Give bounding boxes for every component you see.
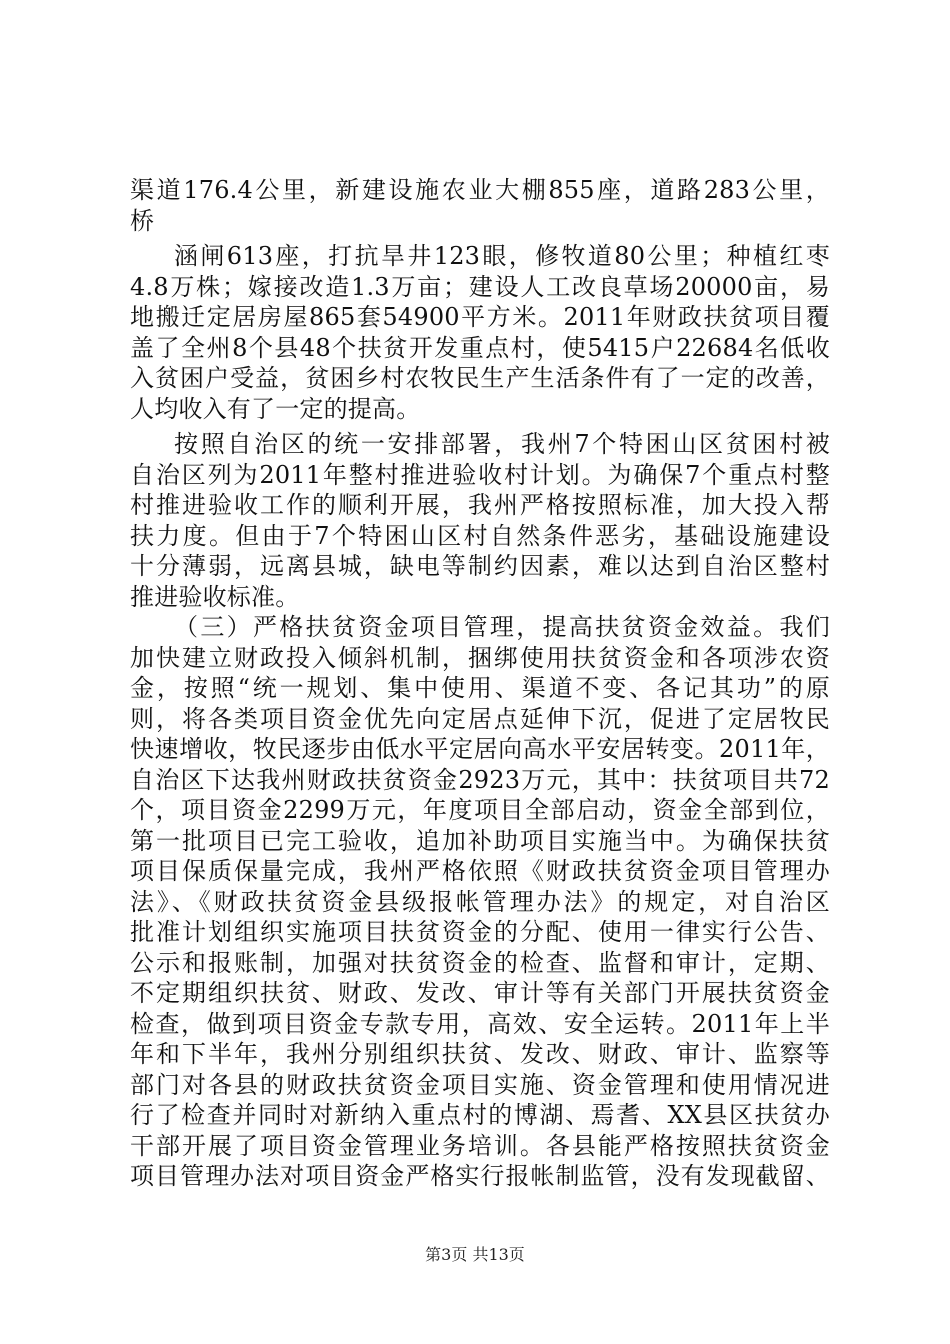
text-line: 快速增收，牧民逐步由低水平定居向高水平安居转变。2011年， <box>130 735 830 763</box>
text-line: 入贫困户受益，贫困乡村农牧民生产生活条件有了一定的改善， <box>130 364 830 392</box>
text-line: 项目管理办法对项目资金严格实行报帐制监管，没有发现截留、 <box>130 1162 830 1190</box>
text-line: 盖了全州8个县48个扶贫开发重点村，使5415户22684名低收 <box>130 333 830 362</box>
text-line: 地搬迁定居房屋865套54900平方米。2011年财政扶贫项目覆 <box>130 303 830 331</box>
text-line: 加快建立财政投入倾斜机制，捆绑使用扶贫资金和各项涉农资 <box>130 643 830 672</box>
text-line: 村推进验收工作的顺利开展，我州严格按照标准，加大投入帮 <box>130 491 830 519</box>
text-line: 金，按照“统一规划、集中使用、渠道不变、各记其功”的原 <box>130 674 830 702</box>
text-line: 年和下半年，我州分别组织扶贫、发改、财政、审计、监察等 <box>130 1040 830 1068</box>
text-line: 不定期组织扶贫、财政、发改、审计等有关部门开展扶贫资金 <box>130 979 830 1007</box>
text-line: 按照自治区的统一安排部署，我州7个特困山区贫困村被 <box>174 430 830 458</box>
text-line: 批准计划组织实施项目扶贫资金的分配、使用一律实行公告、 <box>130 918 830 946</box>
text-line: 自治区下达我州财政扶贫资金2923万元，其中：扶贫项目共72 <box>130 765 830 794</box>
page-footer <box>0 1242 950 1265</box>
text-line: 第一批项目已完工验收，追加补助项目实施当中。为确保扶贫 <box>130 826 830 855</box>
text-line: 扶力度。但由于7个特困山区村自然条件恶劣，基础设施建设 <box>130 521 830 550</box>
text-line: 涵闸613座，打抗旱井123眼，修牧道80公里；种植红枣 <box>174 242 830 270</box>
text-line: 检查，做到项目资金专款专用，高效、安全运转。2011年上半 <box>130 1009 830 1038</box>
text-line: 则，将各类项目资金优先向定居点延伸下沉，促进了定居牧民 <box>130 704 830 733</box>
text-line: 干部开展了项目资金管理业务培训。各县能严格按照扶贫资金 <box>130 1131 830 1160</box>
text-line: 个，项目资金2299万元，年度项目全部启动，资金全部到位， <box>130 796 830 824</box>
text-line: 渠道176.4公里，新建设施农业大棚855座，道路283公里， <box>130 176 830 204</box>
text-line: 桥 <box>130 206 155 235</box>
text-line: 推进验收标准。 <box>130 582 300 611</box>
text-line: 人均收入有了一定的提高。 <box>130 394 421 423</box>
text-line: 行了检查并同时对新纳入重点村的博湖、焉耆、XX县区扶贫办 <box>130 1101 830 1129</box>
text-line: 公示和报账制，加强对扶贫资金的检查、监督和审计，定期、 <box>130 948 830 977</box>
text-line: （三）严格扶贫资金项目管理，提高扶贫资金效益。我们 <box>174 613 830 641</box>
text-line: 项目保质保量完成，我州严格依照《财政扶贫资金项目管理办 <box>130 857 830 885</box>
text-line: 部门对各县的财政扶贫资金项目实施、资金管理和使用情况进 <box>130 1070 830 1099</box>
text-line: 自治区列为2011年整村推进验收村计划。为确保7个重点村整 <box>130 460 830 489</box>
document-body <box>130 175 830 1192</box>
text-line: 十分薄弱，远离县城，缺电等制约因素，难以达到自治区整村 <box>130 552 830 580</box>
page-number: 第3页 共13页 <box>425 1245 525 1264</box>
text-line: 4.8万株；嫁接改造1.3万亩；建设人工改良草场20000亩，易 <box>130 272 830 301</box>
text-line: 法》、《财政扶贫资金县级报帐管理办法》的规定，对自治区 <box>130 887 830 916</box>
